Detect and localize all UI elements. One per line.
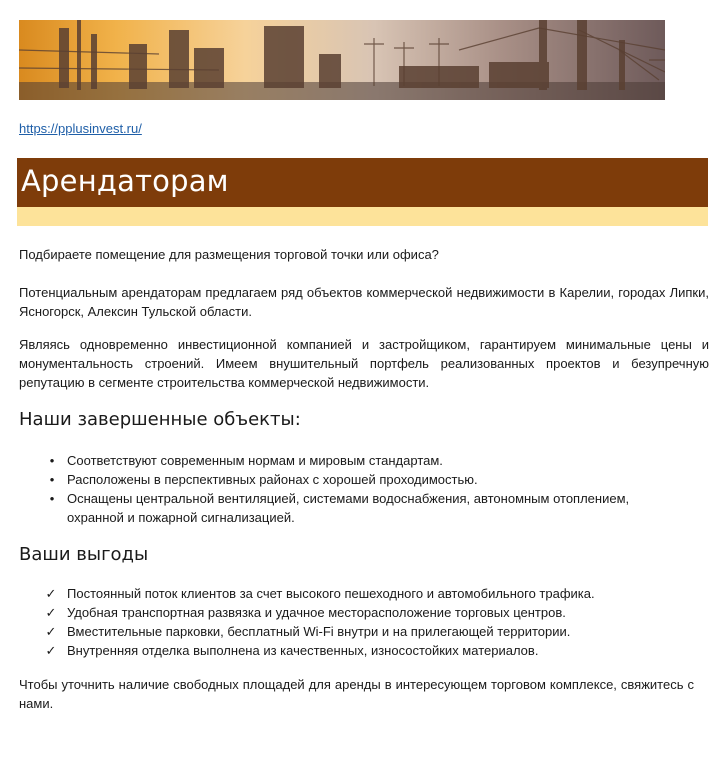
bullet-icon: • — [49, 491, 55, 506]
list-item-text: Соответствуют современным нормам и мировым стандартам. — [67, 453, 443, 468]
list-item — [19, 489, 709, 527]
company-paragraph: Являясь одновременно инвестиционной компанией и застройщиком, гарантируем минимальные цены и монументальность строений. Имеем внушительный портфель реализованных проектов и безупречную репутацию в сегменте строительства коммерческой недвижимости. — [19, 337, 709, 390]
list-item — [19, 641, 709, 660]
section-heading-benefits: Ваши выгоды — [19, 544, 149, 565]
bullet-icon: • — [49, 453, 55, 468]
list-item — [19, 584, 709, 603]
checkmark-icon: ✓ — [45, 624, 57, 639]
title-stripe — [17, 207, 708, 226]
completed-objects-list — [19, 451, 709, 527]
title-bar — [17, 158, 708, 207]
checkmark-icon: ✓ — [45, 605, 57, 620]
list-item — [19, 603, 709, 622]
construction-banner-image — [19, 20, 665, 100]
closing-paragraph: Чтобы уточнить наличие свободных площадей для аренды в интересующем торговом комплексе, свяжитесь с нами. — [19, 677, 694, 711]
list-item — [19, 451, 709, 470]
construction-silhouette — [19, 20, 665, 100]
list-item — [19, 470, 709, 489]
section-heading-completed-objects: Наши завершенные объекты: — [19, 409, 301, 430]
bullet-icon: • — [49, 472, 55, 487]
page-title: Арендаторам — [21, 164, 229, 198]
list-item-text: Оснащены центральной вентиляцией, системами водоснабжения, автономным отоплением, охранной и пожарной сигнализацией. — [67, 491, 630, 525]
list-item-text: Вместительные парковки, бесплатный Wi-Fi внутри и на прилегающей территории. — [67, 624, 571, 639]
checkmark-icon: ✓ — [45, 643, 57, 658]
list-item-text: Постоянный поток клиентов за счет высокого пешеходного и автомобильного трафика. — [67, 586, 595, 601]
list-item — [19, 622, 709, 641]
benefits-list — [19, 584, 709, 660]
intro-paragraph: Подбираете помещение для размещения торговой точки или офиса? — [19, 247, 439, 262]
checkmark-icon: ✓ — [45, 586, 57, 601]
offer-paragraph: Потенциальным арендаторам предлагаем ряд объектов коммерческой недвижимости в Карелии, городах Липки, Ясногорск, Алексин Тульской области. — [19, 285, 709, 319]
list-item-text: Внутренняя отделка выполнена из качественных, износостойких материалов. — [67, 643, 539, 658]
list-item-text: Расположены в перспективных районах с хорошей проходимостью. — [67, 472, 478, 487]
list-item-text: Удобная транспортная развязка и удачное месторасположение торговых центров. — [67, 605, 566, 620]
website-link[interactable]: https://pplusinvest.ru/ — [19, 121, 142, 136]
